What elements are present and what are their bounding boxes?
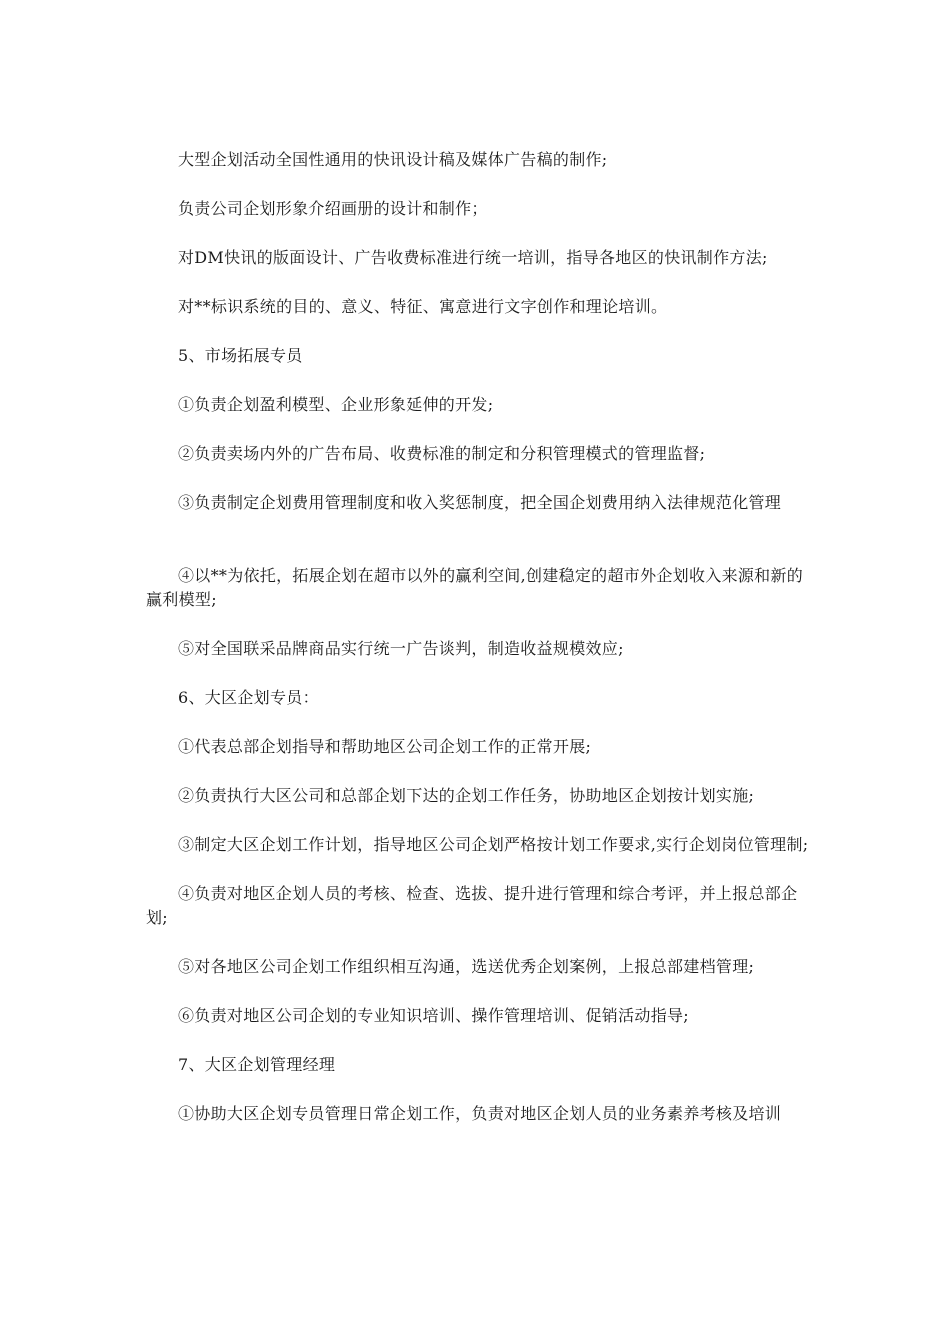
paragraph: 对**标识系统的目的、意义、特征、寓意进行文字创作和理论培训。 [178,297,668,316]
paragraph: 大型企划活动全国性通用的快讯设计稿及媒体广告稿的制作; [178,150,608,169]
document-body [146,148,810,1151]
list-item: ①负责企划盈利模型、企业形象延伸的开发; [178,395,494,414]
list-item: ④负责对地区企划人员的考核、检查、选拔、提升进行管理和综合考评，并上报总部企划; [146,884,798,927]
paragraph: 负责公司企划形象介绍画册的设计和制作； [178,199,488,218]
list-item: ⑤对各地区公司企划工作组织相互沟通，选送优秀企划案例，上报总部建档管理; [178,957,755,976]
section-heading: 6、大区企划专员： [178,688,319,707]
list-item: ③制定大区企划工作计划，指导地区公司企划严格按计划工作要求,实行企划岗位管理制; [178,835,809,854]
section-heading: 7、大区企划管理经理 [178,1055,336,1074]
list-item: ②负责卖场内外的广告布局、收费标准的制定和分积管理模式的管理监督; [178,444,706,463]
paragraph: 对DM快讯的版面设计、广告收费标准进行统一培训，指导各地区的快讯制作方法; [178,248,768,267]
list-item: ⑤对全国联采品牌商品实行统一广告谈判，制造收益规模效应; [178,639,624,658]
list-item: ②负责执行大区公司和总部企划下达的企划工作任务，协助地区企划按计划实施; [178,786,755,805]
section-heading: 5、市场拓展专员 [178,346,303,365]
list-item: ①代表总部企划指导和帮助地区公司企划工作的正常开展; [178,737,592,756]
list-item: ①协助大区企划专员管理日常企划工作，负责对地区企划人员的业务素养考核及培训 [178,1104,782,1123]
list-item: ③负责制定企划费用管理制度和收入奖惩制度，把全国企划费用纳入法律规范化管理 [178,493,782,512]
list-item: ⑥负责对地区公司企划的专业知识培训、操作管理培训、促销活动指导; [178,1006,689,1025]
list-item: ④以**为依托，拓展企划在超市以外的赢利空间,创建稳定的超市外企划收入来源和新的赢利模型; [146,566,804,609]
